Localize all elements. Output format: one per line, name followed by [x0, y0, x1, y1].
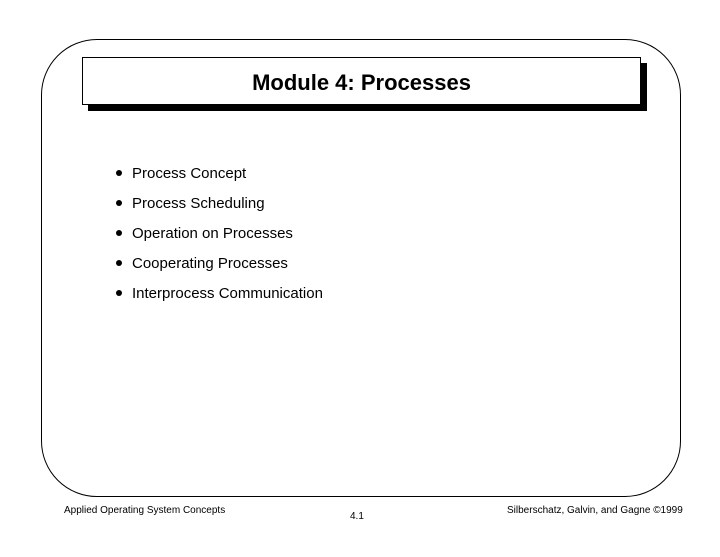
footer-copyright: Silberschatz, Galvin, and Gagne ©1999: [507, 505, 683, 516]
footer-page-number: 4.1: [350, 511, 364, 522]
bullet-icon: [116, 200, 122, 206]
bullet-icon: [116, 170, 122, 176]
bullet-text: Process Scheduling: [132, 194, 265, 212]
title-box: [82, 57, 641, 105]
list-item: [112, 248, 323, 278]
bullet-list: [112, 158, 323, 308]
bullet-text: Operation on Processes: [132, 224, 293, 242]
bullet-text: Cooperating Processes: [132, 254, 288, 272]
list-item: [112, 218, 323, 248]
bullet-icon: [116, 260, 122, 266]
bullet-text: Process Concept: [132, 164, 247, 182]
bullet-icon: [116, 290, 122, 296]
bullet-icon: [116, 230, 122, 236]
bullet-text: Interprocess Communication: [132, 284, 323, 302]
slide-title: Module 4: Processes: [252, 70, 471, 95]
list-item: [112, 158, 323, 188]
list-item: [112, 278, 323, 308]
footer-course-title: Applied Operating System Concepts: [64, 505, 226, 516]
list-item: [112, 188, 323, 218]
